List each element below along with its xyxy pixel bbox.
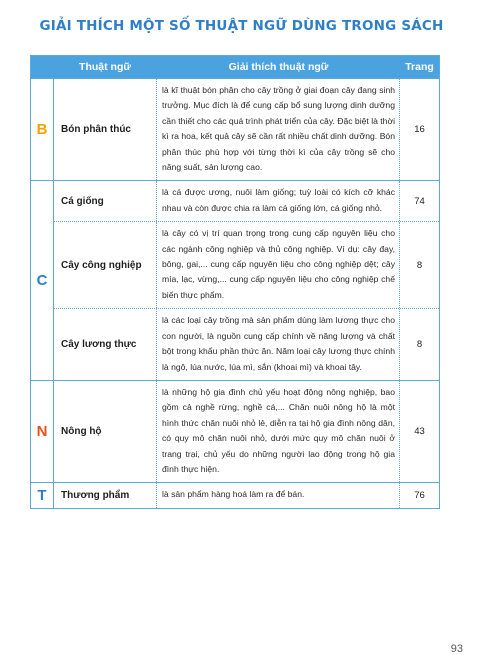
- header-page: Trang: [405, 61, 434, 73]
- glossary-table: [30, 55, 440, 509]
- term-cell: Cá giống: [54, 181, 157, 221]
- term-cell: Cây công nghiệp: [54, 222, 157, 308]
- term-cell: Nông hộ: [54, 381, 157, 482]
- explanation-cell: là kĩ thuật bón phân cho cây trồng ở giai đoạn cây đang sinh trưởng. Mục đích là để cung cấp bổ sung lượng dinh dưỡng cần thiết cho các quá trình phát triển của cây. Đặc biệt là thời kì ra hoa, kết quả cây sẽ cần rất nhiều chất dinh dưỡng. Bón phân thúc phù hợp với từng thời kì của cây trồng sẽ cho năng suất, sản lượng cao.: [157, 79, 400, 180]
- page-cell: 8: [416, 339, 423, 351]
- group-letter: C: [31, 181, 54, 379]
- group-letter: T: [31, 483, 54, 507]
- table-header: [31, 56, 439, 78]
- header-explanation: Giải thích thuật ngữ: [228, 61, 329, 73]
- explanation-cell: là các loại cây trồng mà sản phẩm dùng làm lương thực cho con người, là nguồn cung cấp chính về năng lượng và chất bột trong khẩu phần thức ăn. Năm loại cây lương thực chính là ngô, lúa nước, lúa mì, sắn (khoai mì) và khoai tây.: [157, 309, 400, 380]
- group-t: [31, 482, 439, 507]
- page-cell: 43: [414, 426, 425, 438]
- group-n: [31, 380, 439, 482]
- table-row: [54, 181, 439, 221]
- explanation-cell: là những hộ gia đình chủ yếu hoạt động nông nghiệp, bao gồm cả nghề rừng, nghề cá,... Chăn nuôi nông hộ là một hình thức chăn nuôi nhỏ lẻ, diễn ra tại hộ gia đình nông dân, có quy mô chăn nuôi nhỏ, dưới mức quy mô chăn nuôi ở trang trại, chủ yếu do những người lao động trong hộ gia đình thực hiện.: [157, 381, 400, 482]
- explanation-cell: là cá được ương, nuôi làm giống; tuỳ loài có kích cỡ khác nhau và còn được chia ra làm cá giống lớn, cá giống nhỏ.: [157, 181, 400, 221]
- table-row: [54, 308, 439, 380]
- group-letter: N: [31, 381, 54, 482]
- glossary-title: GIẢI THÍCH MỘT SỐ THUẬT NGỮ DÙNG TRONG SÁCH: [39, 18, 444, 34]
- term-cell: Thương phẩm: [54, 483, 157, 507]
- table-row: [54, 79, 439, 180]
- page-cell: 74: [414, 195, 425, 207]
- page-cell: 8: [416, 259, 423, 271]
- group-b: [31, 78, 439, 180]
- table-row: [54, 221, 439, 308]
- page-cell: 16: [414, 124, 425, 136]
- table-row: [54, 381, 439, 482]
- explanation-cell: là sản phẩm hàng hoá làm ra để bán.: [157, 483, 400, 507]
- page-number: 93: [450, 643, 463, 655]
- header-term: Thuật ngữ: [79, 61, 131, 73]
- term-cell: Bón phân thúc: [54, 79, 157, 180]
- table-row: [54, 483, 439, 507]
- group-c: [31, 180, 439, 379]
- group-letter: B: [31, 79, 54, 180]
- explanation-cell: là cây có vị trí quan trọng trong cung cấp nguyên liệu cho các ngành công nghiệp và thủ công nghiệp. Ví dụ: cây đay, bông, gai,... cung cấp nguyên liệu cho công nghiệp dệt; cây mía, lạc, vừng,... cung cấp nguyên liệu cho công nghiệp chế biến thực phẩm.: [157, 222, 400, 308]
- page-cell: 76: [414, 490, 425, 502]
- term-cell: Cây lương thực: [54, 309, 157, 380]
